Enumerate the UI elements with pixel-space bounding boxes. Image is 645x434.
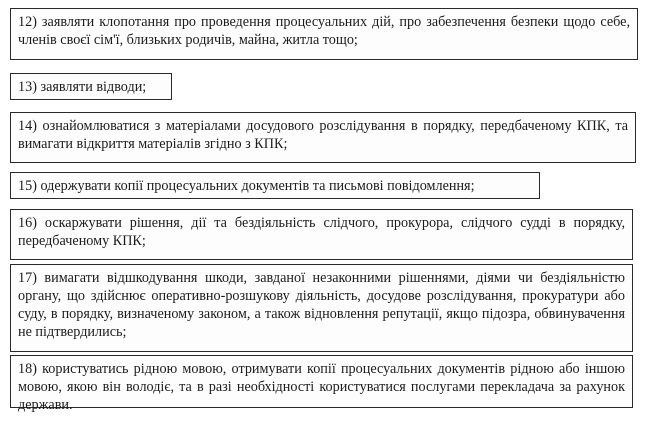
right-text-15: 15) одержувати копії процесуальних документів та письмові повідомлення; xyxy=(18,178,475,194)
right-text-18: 18) користуватись рідною мовою, отримувати копії процесуальних документів рідною або іншою мовою, якою він володіє, та в разі необхідності користуватися послугами перекладача за рахунок держави. xyxy=(18,361,625,413)
right-text-16: 16) оскаржувати рішення, дії та бездіяльність слідчого, прокурора, слідчого судді в порядку, передбаченому КПК; xyxy=(18,215,625,249)
right-text-14: 14) ознайомлюватися з матеріалами досудового розслідування в порядку, передбаченому КПК, та вимагати відкриття матеріалів згідно з КПК; xyxy=(18,118,628,152)
right-box-14 xyxy=(10,112,636,163)
right-box-17 xyxy=(10,264,633,352)
right-box-15 xyxy=(10,172,540,199)
right-text-12: 12) заявляти клопотання про проведення процесуальних дій, про забезпечення безпеки щодо себе, членів своєї сім'ї, близьких родичів, майна, житла тощо; xyxy=(18,14,630,48)
right-box-16 xyxy=(10,209,633,260)
right-box-12 xyxy=(10,8,638,60)
right-text-17: 17) вимагати відшкодування шкоди, завданої незаконними рішеннями, діями чи бездіяльністю органу, що здійснює оперативно-розшукову діяльність, досудове розслідування, прокуратури або суду, в порядку, визначеному законом, а також відновлення репутації, якщо підозра, обвинувачення не підтвердились; xyxy=(18,270,625,340)
right-text-13: 13) заявляти відводи; xyxy=(18,79,147,95)
right-box-18 xyxy=(10,355,633,413)
right-box-13 xyxy=(10,73,172,100)
